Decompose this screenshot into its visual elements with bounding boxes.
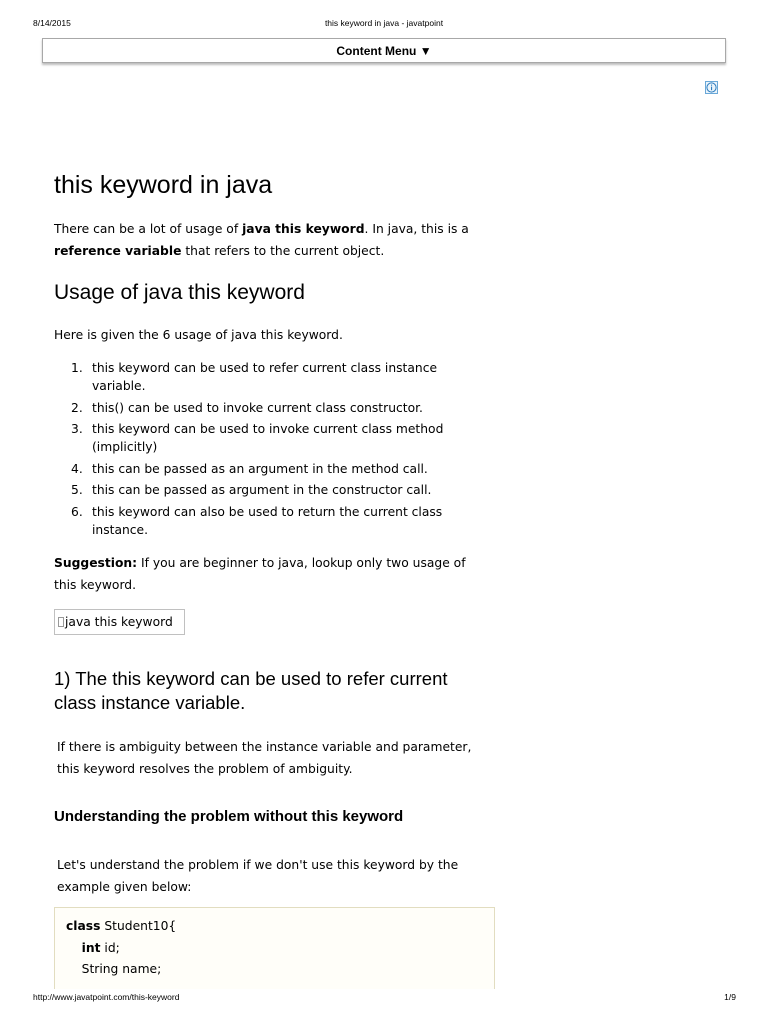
usage-heading: Usage of java this keyword <box>54 281 305 304</box>
list-item: 3. this keyword can be used to invoke current class method (implicitly) <box>71 422 444 454</box>
suggestion-paragraph: Suggestion: If you are beginner to java, lookup only two usage of this keyword. <box>54 556 466 592</box>
problem-text: Let's understand the problem if we don't use this keyword by the example given below: <box>57 858 459 894</box>
intro-bold-java-this-keyword: java this keyword <box>242 222 365 236</box>
page-title: this keyword in java <box>54 171 273 199</box>
code-line: int id; <box>81 940 120 955</box>
section1-text: If there is ambiguity between the instance variable and parameter, this keyword resolves the problem of ambiguity. <box>57 740 472 776</box>
code-block <box>54 907 495 989</box>
java-this-keyword-image <box>54 609 185 635</box>
print-header <box>0 18 768 30</box>
intro-paragraph: There can be a lot of usage of java this keyword. In java, this is a reference variable that refers to the current object. <box>54 222 469 258</box>
code-line: class Student10{ <box>66 919 177 933</box>
print-page-number: 1/9 <box>724 992 736 1002</box>
print-page-title: this keyword in java - javatpoint <box>324 18 444 28</box>
usage-list <box>54 359 474 542</box>
list-item: 4. this can be passed as an argument in the method call. <box>71 461 428 476</box>
intro-bold-reference-variable: reference variable <box>54 244 182 258</box>
content-menu-button[interactable]: Content Menu ▼ <box>42 38 726 63</box>
info-icon[interactable] <box>705 81 718 94</box>
problem-heading: Understanding the problem without this keyword <box>54 808 404 825</box>
print-url: http://www.javatpoint.com/this-keyword <box>33 992 180 1002</box>
list-item: 2. this() can be used to invoke current class constructor. <box>71 400 423 415</box>
broken-image-icon <box>58 617 64 627</box>
usage-intro: Here is given the 6 usage of java this keyword. <box>54 328 343 342</box>
print-footer <box>0 992 768 1004</box>
list-item: 6. this keyword can also be used to return the current class instance. <box>71 504 443 537</box>
list-item: 5. this can be passed as argument in the constructor call. <box>71 483 432 497</box>
image-alt-text: java this keyword <box>65 615 173 629</box>
print-date: 8/14/2015 <box>33 18 71 28</box>
section1-heading: 1) The this keyword can be used to refer current class instance variable. <box>54 668 448 713</box>
list-item: 1. this keyword can be used to refer current class instance variable. <box>71 361 438 393</box>
code-line: String name; <box>81 962 162 976</box>
suggestion-label: Suggestion: <box>54 556 138 570</box>
